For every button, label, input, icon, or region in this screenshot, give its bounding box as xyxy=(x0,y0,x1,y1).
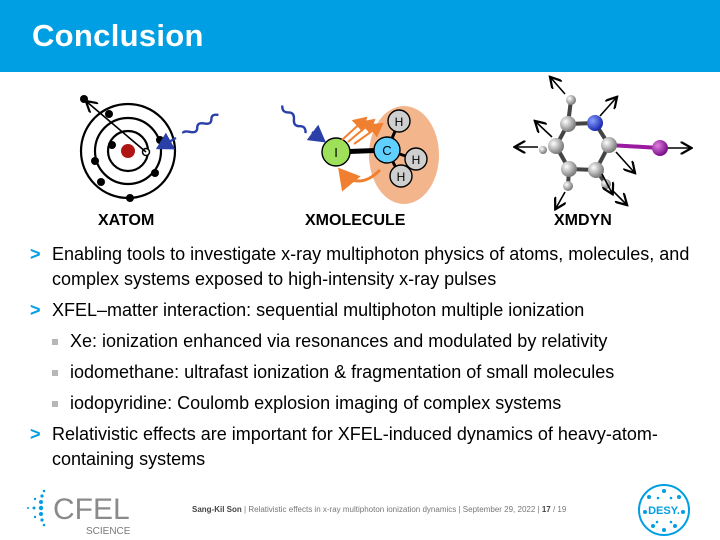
title-bar xyxy=(0,0,720,72)
sub-bullet-item xyxy=(30,329,700,354)
square-bullet-icon xyxy=(52,339,58,345)
xmdyn-diagram xyxy=(516,78,690,208)
footer-page-number: 17 xyxy=(541,505,551,514)
cfel-logo xyxy=(20,485,138,537)
sub-bullet-item xyxy=(30,360,700,385)
bullet-text: XFEL–matter interaction: sequential multiphoton multiple ionization xyxy=(52,300,585,320)
square-bullet-icon xyxy=(52,370,58,376)
xmdyn-label: XMDYN xyxy=(554,212,612,229)
cfel-logo-text: CFEL xyxy=(53,493,130,526)
desy-logo xyxy=(638,484,690,536)
cfel-logo-subtext: SCIENCE xyxy=(86,526,131,537)
atom-iodine-label: I xyxy=(334,145,338,160)
bullet-item xyxy=(30,422,700,472)
xmolecule-diagram xyxy=(280,104,439,204)
bullet-arrow-icon: > xyxy=(30,244,41,264)
footer-caption xyxy=(192,505,566,514)
bullet-arrow-icon: > xyxy=(30,424,41,444)
atom-hydrogen-label-1: H xyxy=(394,115,404,129)
sub-bullet-text: Xe: ionization enhanced via resonances and modulated by relativity xyxy=(70,331,608,351)
footer-author: Sang-Kil Son xyxy=(192,505,242,514)
square-bullet-icon xyxy=(52,401,58,407)
atom-hydrogen-label-2: H xyxy=(411,153,421,167)
bullet-arrow-icon: > xyxy=(30,300,41,320)
bullet-list xyxy=(30,242,700,478)
sub-bullet-item xyxy=(30,391,700,416)
footer-date: September 29, 2022 | xyxy=(462,505,540,514)
sub-bullet-text: iodopyridine: Coulomb explosion imaging of complex systems xyxy=(70,393,562,413)
xatom-diagram xyxy=(80,95,218,202)
bullet-text: Relativistic effects are important for XFEL-induced dynamics of heavy-atom-containing systems xyxy=(52,424,658,469)
atom-carbon-label: C xyxy=(382,143,392,158)
atom-hydrogen-label-3: H xyxy=(396,170,406,184)
xmolecule-label: XMOLECULE xyxy=(305,212,406,229)
desy-logo-text: DESY. xyxy=(648,505,680,517)
slide-title: Conclusion xyxy=(32,18,204,53)
sub-bullet-text: iodomethane: ultrafast ionization & fragmentation of small molecules xyxy=(70,362,615,382)
bullet-item xyxy=(30,242,700,292)
footer-talk-title: | Relativistic effects in x-ray multiphoton ionization dynamics | xyxy=(244,505,461,514)
bullet-text: Enabling tools to investigate x-ray multiphoton physics of atoms, molecules, and complex systems exposed to high-intensity x-ray pulses xyxy=(52,244,690,289)
bullet-item xyxy=(30,298,700,323)
xatom-label: XATOM xyxy=(98,212,155,229)
footer-page-total: / 19 xyxy=(552,505,567,514)
